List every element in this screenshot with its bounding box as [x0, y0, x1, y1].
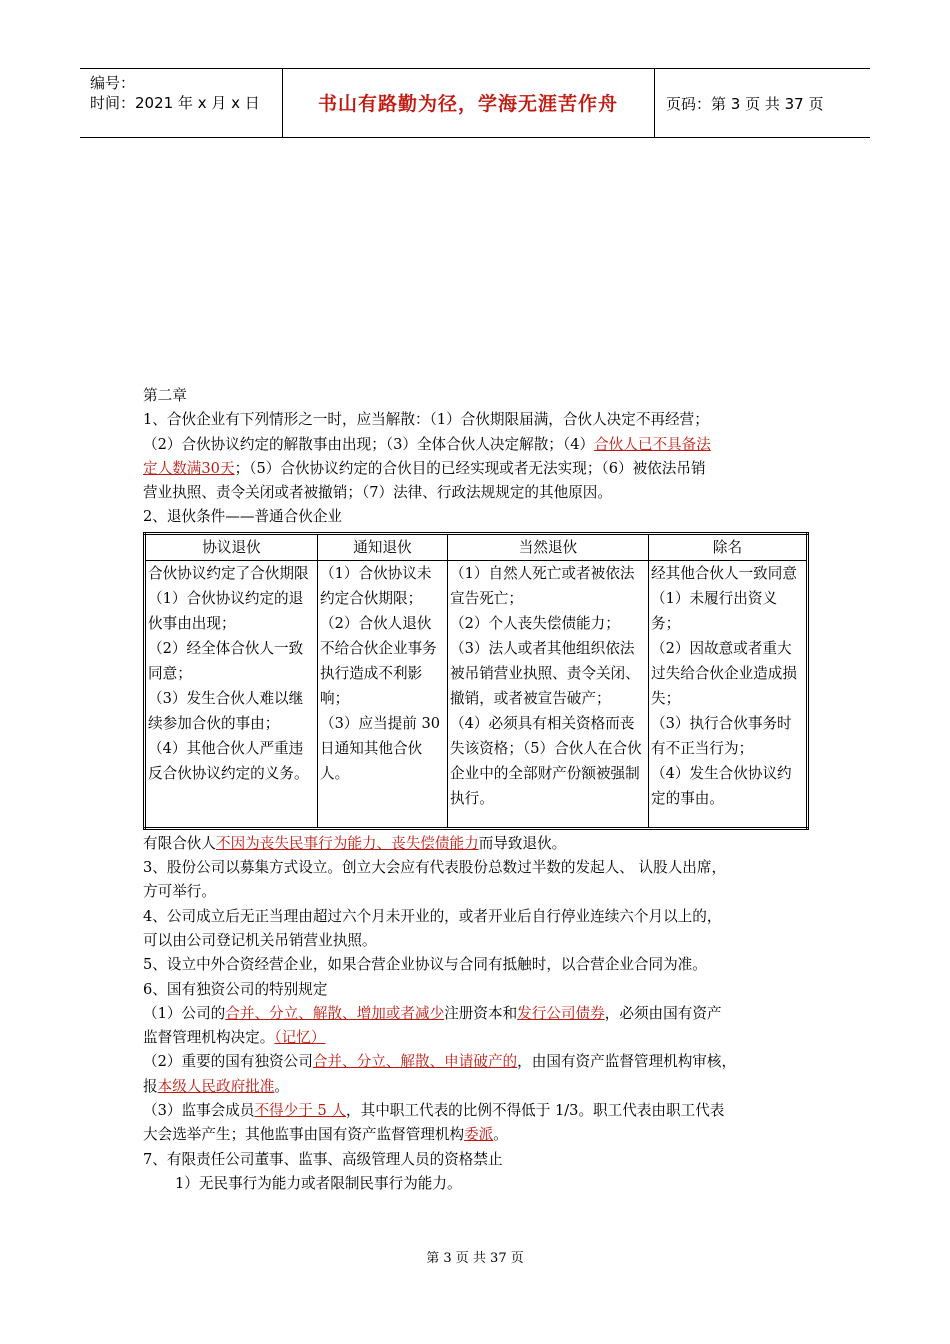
table-cell: （1）自然人死亡或者被依法宣告死亡； （2）个人丧失偿债能力； （3）法人或者其他组织依法被吊销营业执照、责令关闭、撤销，或者被宣告破产； （4）必须具有相关资格而丧失该资格；（5）合伙人在合伙企业中的全部财产份额被强制执行。 — [448, 560, 649, 828]
table-cell: 经其他合伙人一致同意（1）未履行出资义务； （2）因故意或者重大过失给合伙企业造成损失； （3）执行合伙事务时有不正当行为； （4）发生合伙协议约定的事由。 — [649, 560, 808, 828]
text-run: 有限合伙人 — [143, 834, 216, 852]
withdrawal-conditions-table — [143, 532, 809, 830]
text-run: 监督管理机构决定。 — [143, 1029, 275, 1047]
paragraph-line: 1）无民事行为能力或者限制民事行为能力。 — [175, 1174, 462, 1192]
paragraph-line: 1、合伙企业有下列情形之一时，应当解散：（1）合伙期限届满，合伙人决定不再经营； — [143, 411, 709, 429]
text-run: ，其中职工代表的比例不得低于 1/3。职工代表由职工代表 — [346, 1102, 725, 1120]
paragraph-line: 营业执照、责令关闭或者被撤销；（7）法律、行政法规规定的其他原因。 — [143, 484, 612, 502]
paragraph-line: 4、公司成立后无正当理由超过六个月未开业的，或者开业后自行停业连续六个月以上的， — [143, 907, 722, 925]
table-row — [145, 560, 808, 828]
highlight-text: 不得少于 5 人 — [254, 1102, 346, 1120]
table-header-row — [145, 533, 808, 560]
highlight-text: 合伙人已不具备法 — [594, 435, 711, 453]
document-date: 时间：2021 年 x 月 x 日 — [90, 94, 260, 112]
page-footer: 第 3 页 共 37 页 — [426, 1251, 524, 1266]
table-cell: 合伙协议约定了合伙期限 （1）合伙协议约定的退伙事由出现； （2）经全体合伙人一致同意； （3）发生合伙人难以继续参加合伙的事由； （4）其他合伙人严重违反合伙协议约定的义务。 — [145, 560, 318, 828]
header-page-number: 页码：第 3 页 共 37 页 — [666, 95, 824, 113]
paragraph-line: 3、股份公司以募集方式设立。创立大会应有代表股份总数过半数的发起人、 认股人出席， — [143, 859, 727, 877]
text-run: （1）公司的 — [143, 1004, 226, 1022]
text-run: （2）重要的国有独资公司 — [143, 1053, 313, 1071]
paragraph-line — [143, 1075, 829, 1099]
paragraph-line: 5、设立中外合资经营企业，如果合营企业协议与合同有抵触时，以合营企业合同为准。 — [143, 956, 707, 974]
text-run: ，由国有资产监督管理机构审核， — [517, 1053, 737, 1071]
text-run: （2）合伙协议约定的解散事由出现；（3）全体合伙人决定解散；（4） — [143, 435, 595, 453]
paragraph-line — [143, 1099, 829, 1123]
header-meta — [90, 73, 260, 113]
paragraph-line — [143, 832, 829, 856]
paragraph-line: 方可举行。 — [143, 883, 216, 901]
highlight-text: 30 — [201, 459, 220, 477]
table-header-cell: 当然退伙 — [448, 533, 649, 560]
highlight-text: 发行公司债券 — [517, 1004, 605, 1022]
table-header-cell: 通知退伙 — [318, 533, 448, 560]
section-title: 7、有限责任公司董事、监事、高级管理人员的资格禁止 — [143, 1150, 503, 1168]
paragraph-line: 可以由公司登记机关吊销营业执照。 — [143, 931, 377, 949]
text-run: 报 — [143, 1077, 158, 1095]
paragraph-line — [143, 1026, 829, 1050]
text-run: 。 — [274, 1077, 289, 1095]
table-cell: （1）合伙协议未约定合伙期限； （2）合伙人退伙不给合伙企业事务执行造成不利影响； （3）应当提前 30 日通知其他合伙人。 — [318, 560, 448, 828]
highlight-text: 合并、分立、解散、申请破产的 — [312, 1053, 518, 1071]
table-header-cell: 除名 — [649, 533, 808, 560]
table-header-cell: 协议退伙 — [145, 533, 318, 560]
text-run: 大会选举产生；其他监事由国有资产监督管理机构 — [143, 1126, 465, 1144]
page-header — [80, 68, 870, 138]
highlight-text: 委派 — [464, 1126, 494, 1144]
text-run: ；（5）合伙协议约定的合伙目的已经实现或者无法实现；（6）被依法吊销 — [234, 459, 706, 477]
highlight-text: 天 — [219, 459, 235, 477]
paragraph-line — [143, 433, 829, 457]
text-run: （3）监事会成员 — [143, 1102, 255, 1120]
paragraph-line — [143, 457, 829, 481]
section-title: 6、国有独资公司的特别规定 — [143, 980, 328, 998]
header-motto: 书山有路勤为径，学海无涯苦作舟 — [317, 93, 618, 115]
highlight-text: 不因为丧失民事行为能力、丧失偿债能力 — [215, 834, 479, 852]
chapter-title: 第二章 — [143, 387, 187, 404]
text-run: 而导致退伙。 — [478, 834, 567, 852]
paragraph-line — [143, 1002, 829, 1026]
header-divider — [654, 69, 655, 137]
text-run: 注册资本和 — [444, 1004, 518, 1022]
document-body — [143, 384, 829, 1196]
highlight-text: 定人数满 — [143, 459, 202, 477]
paragraph-line — [143, 1050, 829, 1074]
paragraph-line — [143, 1123, 829, 1147]
highlight-text: 本级人民政府批准 — [157, 1077, 275, 1095]
document-code: 编号： — [90, 74, 136, 92]
highlight-text: 合并、分立、解散、增加或者减少 — [225, 1004, 445, 1022]
highlight-text: （记忆） — [274, 1029, 326, 1047]
text-run: 。 — [493, 1126, 508, 1144]
text-run: ，必须由国有资产 — [604, 1004, 722, 1022]
section-title: 2、退伙条件——普通合伙企业 — [143, 508, 343, 526]
